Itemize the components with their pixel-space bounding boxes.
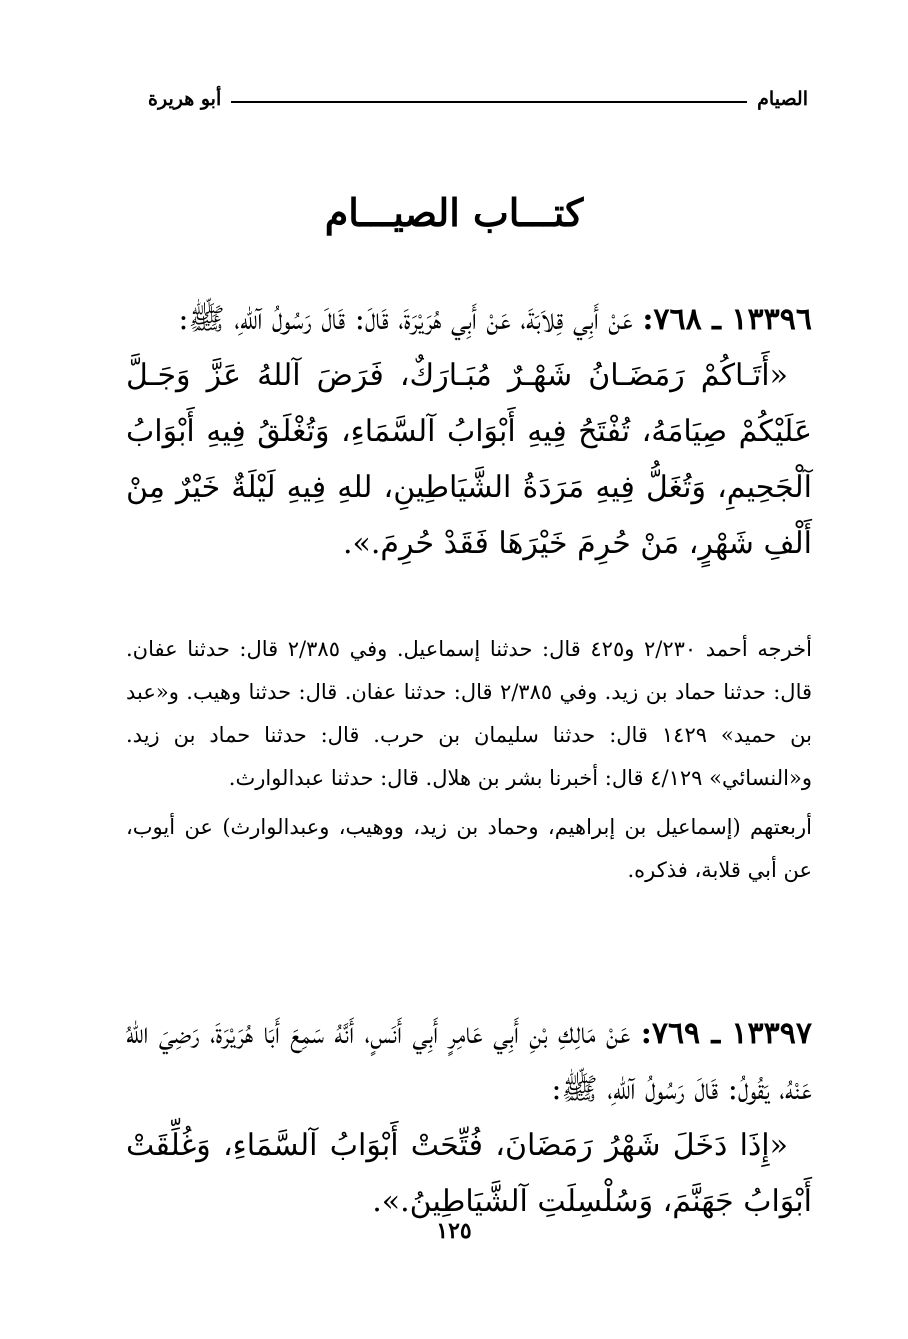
header-rule	[231, 101, 747, 103]
hadith-isnad: عَنْ أَبِي قِلاَبَةَ، عَنْ أَبِي هُرَيْرَةَ، قَالَ: قَالَ رَسُولُ آللهِ، ﷺ:	[178, 302, 633, 337]
hadith-number: ١٣٣٩٦ ـ ٧٦٨:	[642, 302, 812, 337]
takhrij-summary: أربعتهم (إسماعيل بن إبراهيم، وحماد بن زيد، ووهيب، وعبدالوارث) عن أيوب، عن أبي قلابة، فذكره.	[126, 815, 812, 882]
hadith-matn: «أَتَـاكُمْ رَمَضَـانُ شَهْـرٌ مُبَـارَكٌ، فَرَضَ آللهُ عَزَّ وَجَـلَّ عَلَيْكُمْ صِيَامَهُ، تُفْتَحُ فِيهِ أَبْوَابُ آلسَّمَاءِ، وَتُغْلَقُ فِيهِ أَبْوَابُ آلْجَحِيمِ، وَتُغَلُّ فِيهِ مَرَدَةُ الشَّيَاطِينِ، للهِ فِيهِ لَيْلَةٌ خَيْرٌ مِنْ أَلْفِ شَهْرٍ، مَنْ حُرِمَ خَيْرَهَا فَقَدْ حُرِمَ.».	[126, 358, 812, 561]
hadith-number: ١٣٣٩٧ ـ ٧٦٩:	[640, 1016, 812, 1051]
page-number: ١٢٥	[436, 1218, 472, 1244]
hadith-entry	[126, 292, 812, 572]
header-narrator-name: أبو هريرة	[148, 88, 222, 110]
hadith-isnad: عَنْ مَالِكِ بْنِ أَبِي عَامِرٍ أَبِي أَنَسٍ، أَنَّهُ سَمِعَ أَبَا هُرَيْرَةَ، رَضِيَ اللهُ عَنْهُ، يَقُولُ: قَالَ رَسُولُ آللهِ، ﷺ:	[126, 1016, 812, 1107]
hadith-isnad-line	[126, 292, 812, 348]
header-chapter-title: الصيام	[757, 88, 808, 110]
hadith-isnad-line	[126, 1006, 812, 1118]
running-header	[148, 84, 808, 114]
takhrij-paragraph: أخرجه أحمد ٢/٢٣٠ و٤٢٥ قال: حدثنا إسماعيل. وفي ٢/٣٨٥ قال: حدثنا عفان. قال: حدثنا حماد بن زيد. وفي ٢/٣٨٥ قال: حدثنا عفان. قال: حدثنا وهيب. و«عبد بن حميد» ١٤٢٩ قال: حدثنا سليمان بن حرب. قال: حدثنا حماد بن زيد. و«النسائي» ٤/١٢٩ قال: أخبرنا بشر بن هلال. قال: حدثنا عبدالوارث.	[126, 637, 813, 790]
hadith-entry	[126, 1006, 812, 1230]
takhrij-section	[126, 628, 812, 892]
hadith-matn: «إِذَا دَخَلَ شَهْرُ رَمَضَانَ، فُتِّحَتْ أَبْوَابُ آلسَّمَاءِ، وَغُلِّقَتْ أَبْوَابُ جَهَنَّمَ، وَسُلْسِلَتِ آلشَّيَاطِينُ.».	[126, 1128, 812, 1219]
book-title: كتـــاب الصيـــام	[324, 190, 584, 235]
